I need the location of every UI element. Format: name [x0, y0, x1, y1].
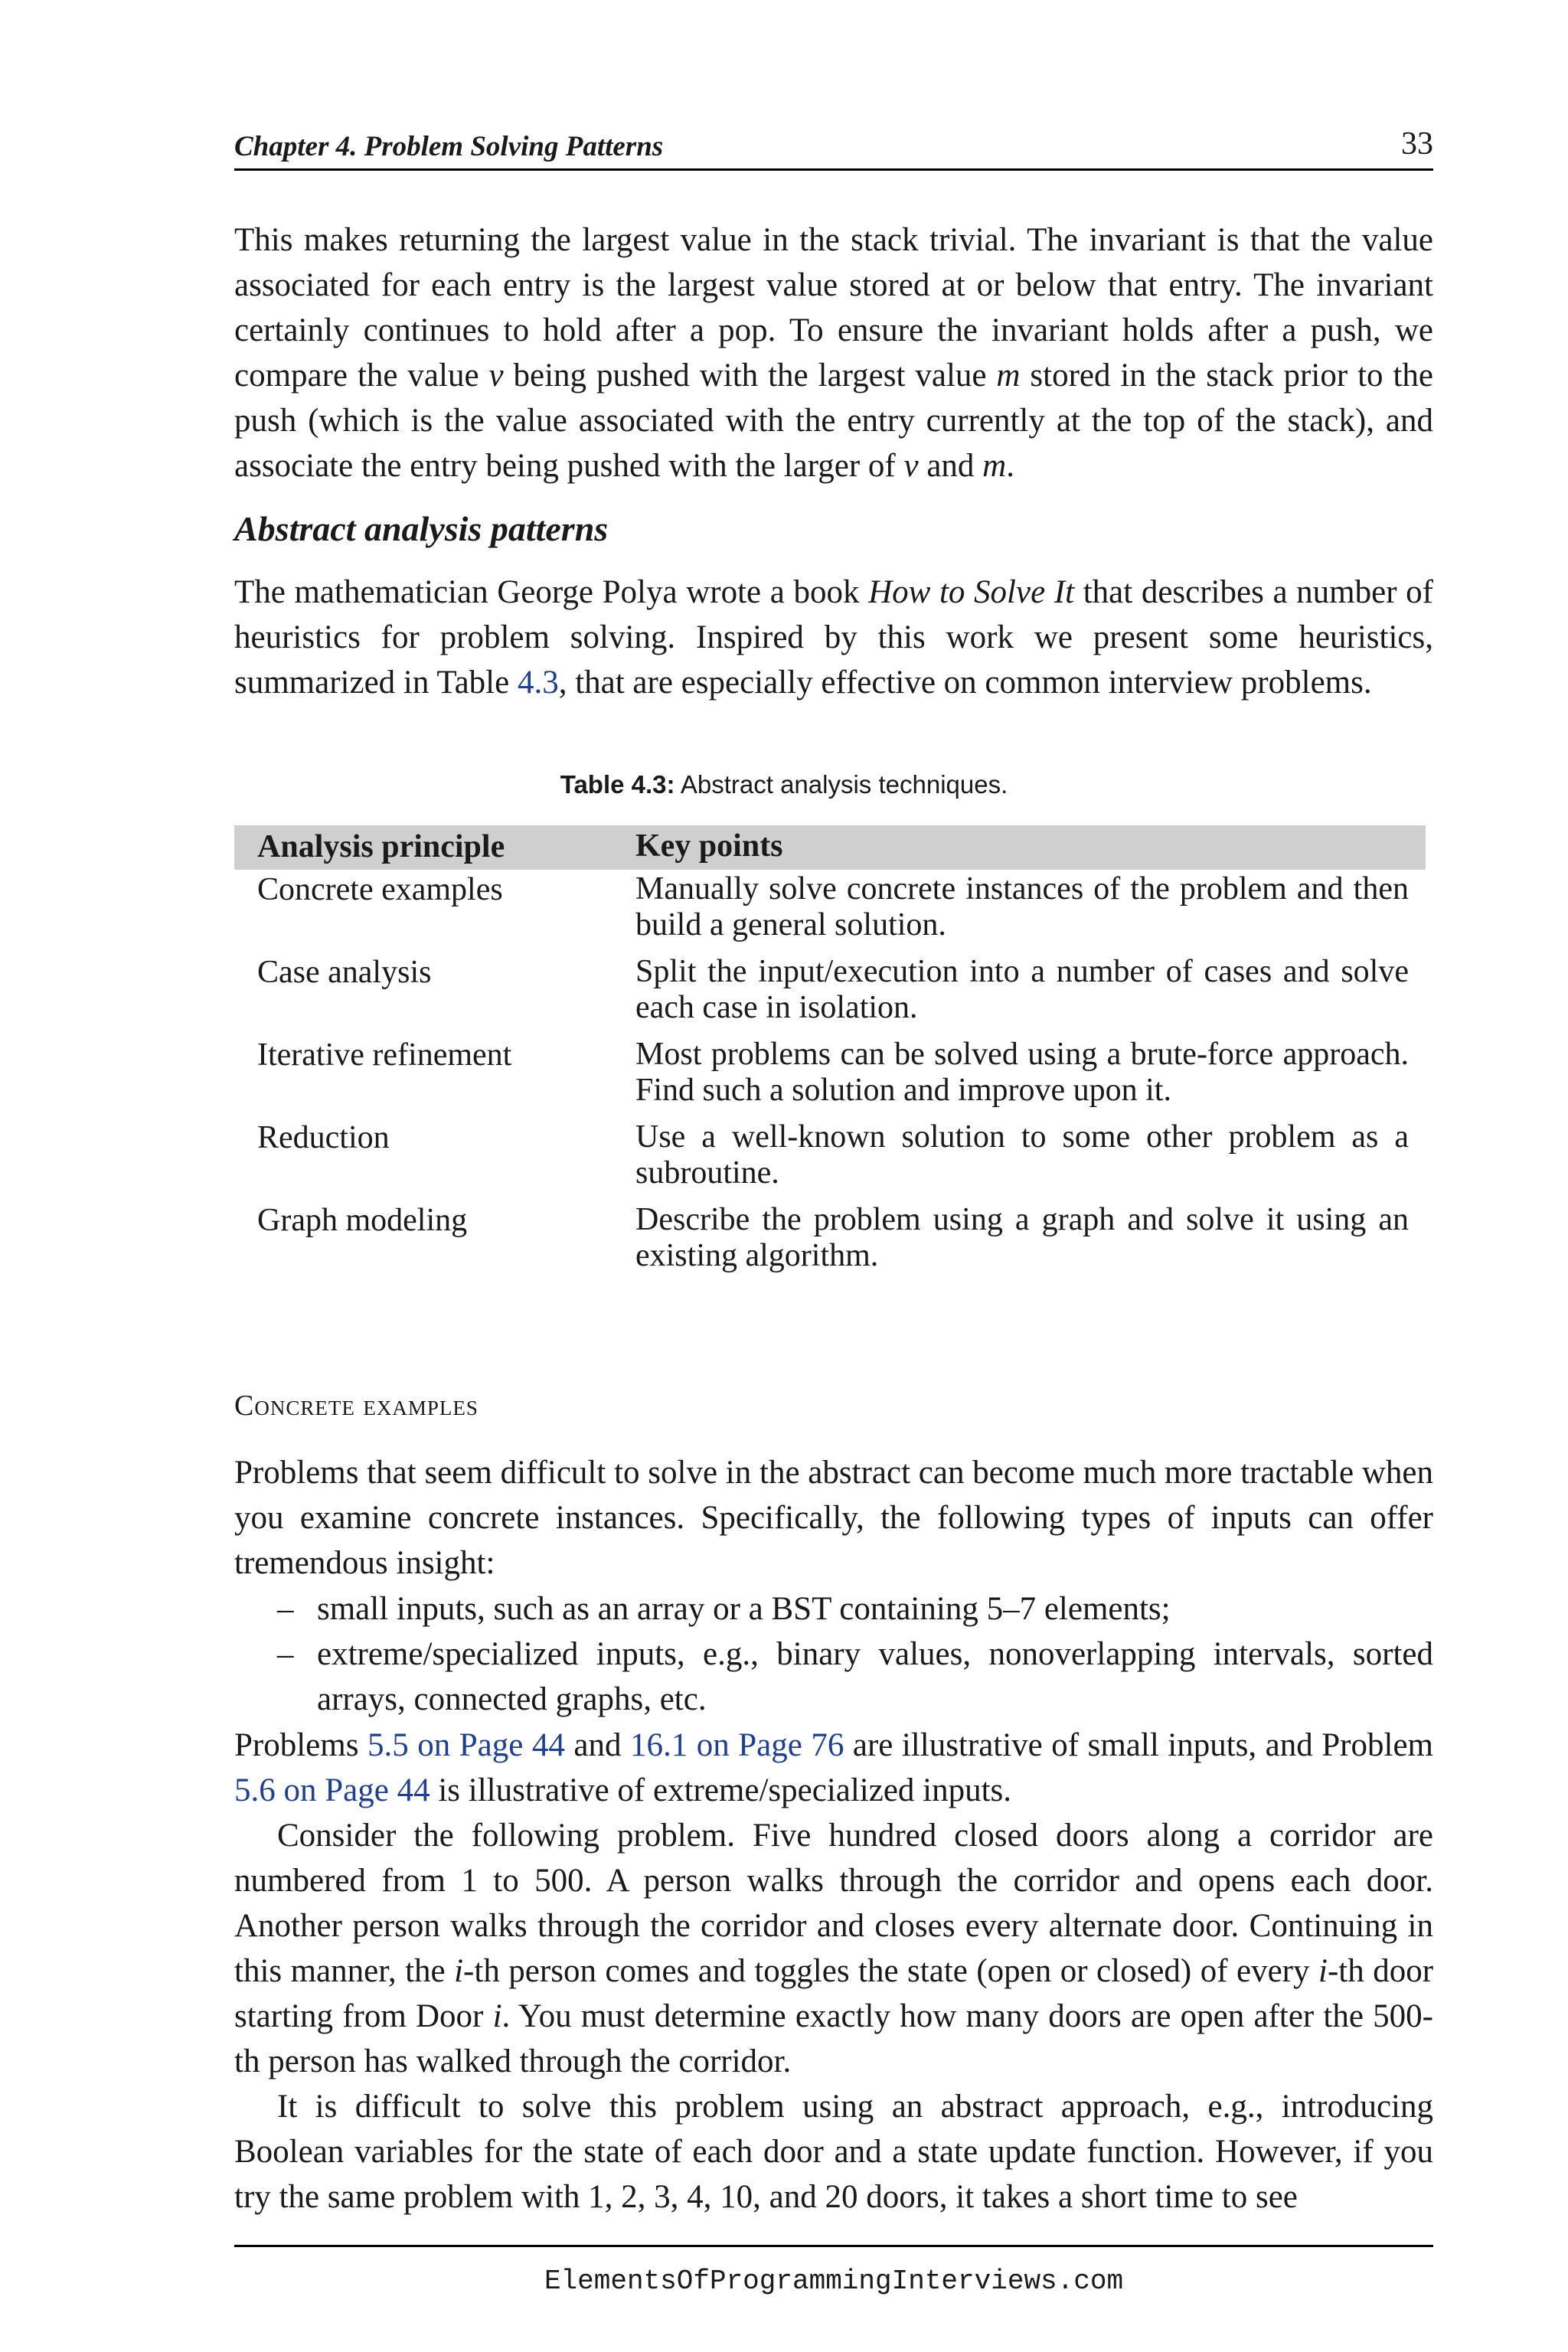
problem-link[interactable]: 16.1 on Page 76	[629, 1727, 844, 1763]
chapter-title: Chapter 4. Problem Solving Patterns	[234, 131, 664, 162]
math-m: m	[982, 448, 1007, 484]
problem-link[interactable]: 5.6 on Page 44	[234, 1772, 430, 1808]
book-title: How to Solve It	[868, 574, 1075, 610]
table-cell-keypoints: Use a well-known solution to some other problem as a subroutine.	[635, 1119, 1409, 1191]
paragraph-concrete-intro: Problems that seem difficult to solve in the abstract can become much more tractable when you examine concrete instances. Specifically, the following types of inputs can offer tremendous insight:	[234, 1455, 1433, 1581]
paragraph-polya: The mathematician George Polya wrote a book How to Solve It that describes a number of heuristics for problem solving. Inspired by this work we present some heuristics, summarized in Table 4.3, that are especially effective on common interview problems.	[234, 574, 1433, 701]
table-cell-principle: Concrete examples	[257, 872, 503, 907]
list-item: – small inputs, such as an array or a BST containing 5–7 elements;	[234, 1586, 1433, 1632]
paragraph-abstract-approach: It is difficult to solve this problem using an abstract approach, e.g., introducing Boolean variables for the state of each door and a state update function. However, if you try the same problem with 1, 2, 3, 4, 10, and 20 doors, it takes a short time to see	[234, 2089, 1433, 2215]
list-item: – extreme/specialized inputs, e.g., binary values, nonoverlapping intervals, sorted arrays, connected graphs, etc.	[234, 1632, 1433, 1722]
section-heading-concrete: Concrete examples	[234, 1390, 479, 1422]
math-v: v	[903, 448, 919, 484]
page-number: 33	[1401, 126, 1433, 162]
bullet-marker: –	[277, 1591, 294, 1627]
table-cell-keypoints: Manually solve concrete instances of the problem and then build a general solution.	[635, 871, 1409, 942]
table-row	[234, 870, 1426, 952]
table-row	[234, 1035, 1426, 1118]
table-cell-keypoints: Describe the problem using a graph and solve it using an existing algorithm.	[635, 1202, 1409, 1273]
table-ref-link[interactable]: 4.3	[517, 665, 559, 701]
table-row	[234, 952, 1426, 1035]
table-cell-principle: Iterative refinement	[257, 1037, 512, 1073]
table-header-row	[234, 825, 1426, 870]
math-v: v	[488, 358, 504, 394]
table-header-principle: Analysis principle	[257, 829, 505, 864]
running-header	[234, 126, 1433, 171]
paragraph-problem-refs: Problems 5.5 on Page 44 and 16.1 on Page 76 are illustrative of small inputs, and Problem 5.6 on Page 44 is illustrative of extreme/specialized inputs.	[234, 1727, 1433, 1808]
table-caption: Table 4.3: Abstract analysis techniques.	[560, 770, 1008, 799]
problem-link[interactable]: 5.5 on Page 44	[367, 1727, 565, 1763]
paragraph-doors-problem: Consider the following problem. Five hundred closed doors along a corridor are numbered from 1 to 500. A person walks through the corridor and opens each door. Another person walks through the corridor and closes every alternate door. Continuing in this manner, the i-th person comes and toggles the state (open or closed) of every i-th door starting from Door i. You must determine exactly how many doors are open after the 500-th person has walked through the corridor.	[234, 1818, 1434, 2079]
bullet-marker: –	[277, 1636, 294, 1672]
page-footer	[234, 2245, 1433, 2297]
table-header-keypoints: Key points	[635, 828, 783, 864]
bullet-list	[234, 1586, 1433, 1722]
paragraph-stack-invariant: This makes returning the largest value in the stack trivial. The invariant is that the value associated for each entry is the largest value stored at or below that entry. The invariant certainly continues to hold after a pop. To ensure the invariant holds after a push, we compare the value v being pushed with the largest value m stored in the stack prior to the push (which is the value associated with the entry currently at the top of the stack), and associate the entry being pushed with the larger of v and m.	[234, 222, 1433, 484]
table-cell-principle: Graph modeling	[257, 1203, 468, 1238]
table-cell-principle: Reduction	[257, 1120, 390, 1155]
table-row	[234, 1200, 1426, 1283]
table-row	[234, 1118, 1426, 1200]
table-cell-principle: Case analysis	[257, 955, 432, 990]
math-m: m	[996, 358, 1021, 394]
footer-url: ElementsOfProgrammingInterviews.com	[544, 2265, 1124, 2297]
table-cell-keypoints: Most problems can be solved using a brute-force approach. Find such a solution and improve upon it.	[635, 1037, 1409, 1108]
section-heading-abstract: Abstract analysis patterns	[234, 509, 609, 548]
table-cell-keypoints: Split the input/execution into a number of cases and solve each case in isolation.	[635, 954, 1409, 1025]
analysis-table	[234, 825, 1426, 1283]
